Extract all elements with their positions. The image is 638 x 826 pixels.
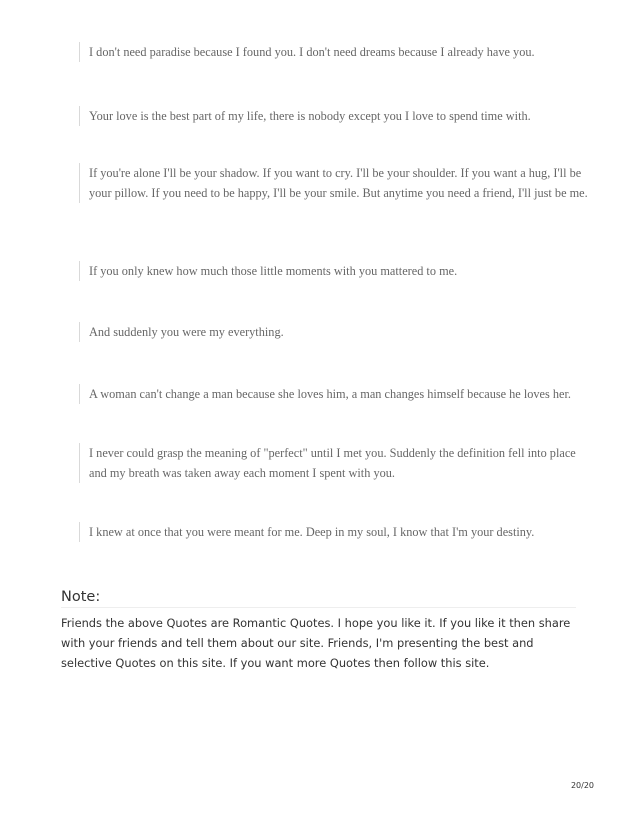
quote-3: If you're alone I'll be your shadow. If you want to cry. I'll be your shoulder. If you want a hug, I'll be your pillow. If you need to be happy, I'll be your smile. But anytime you need a friend, I'll just be me.	[79, 163, 589, 203]
quote-2: Your love is the best part of my life, there is nobody except you I love to spend time with.	[79, 106, 589, 126]
note-divider	[61, 607, 576, 608]
quote-7: I never could grasp the meaning of "perfect" until I met you. Suddenly the definition fell into place and my breath was taken away each moment I spent with you.	[79, 443, 589, 483]
note-text: Friends the above Quotes are Romantic Quotes. I hope you like it. If you like it then share with your friends and tell them about our site. Friends, I'm presenting the best and selective Quotes on this site. If you want more Quotes then follow this site.	[61, 616, 571, 670]
page-number: 20/20	[570, 781, 594, 790]
quote-4: If you only knew how much those little moments with you mattered to me.	[79, 261, 589, 281]
quote-1: I don't need paradise because I found you. I don't need dreams because I already have you.	[79, 42, 589, 62]
note-heading: Note:	[61, 589, 101, 605]
quote-8: I knew at once that you were meant for me. Deep in my soul, I know that I'm your destiny.	[79, 522, 589, 542]
quote-5: And suddenly you were my everything.	[79, 322, 589, 342]
quote-6: A woman can't change a man because she loves him, a man changes himself because he loves her.	[79, 384, 589, 404]
